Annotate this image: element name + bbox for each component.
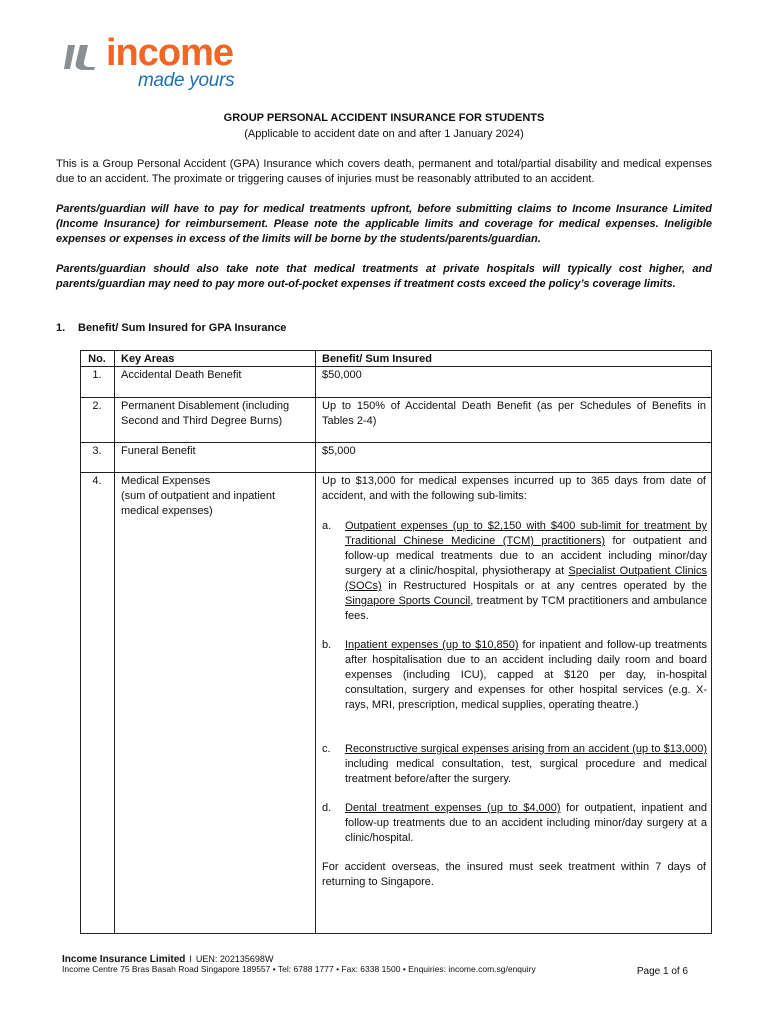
header-benefit: Benefit/ Sum Insured [322, 353, 433, 365]
sublimit-item [322, 519, 707, 624]
sublimit-text: including medical consultation, test, surgical procedure and medical treatment before/after the surgery. [345, 758, 707, 785]
footer-separator: I [189, 954, 192, 964]
row-number: 4. [92, 475, 102, 487]
sublimit-title: Inpatient expenses (up to $10,850) [345, 639, 519, 651]
document-title: GROUP PERSONAL ACCIDENT INSURANCE FOR STUDENTS [223, 112, 545, 124]
sublimit-item [322, 801, 707, 846]
row-number: 2. [92, 400, 102, 412]
upfront-payment-note: Parents/guardian will have to pay for medical treatments upfront, before submitting claims to Income Insurance Limited (Income Insurance) for reimbursement. Please note the applicable limits and coverage for medical expenses. Ineligible expenses or expenses in excess of the limits will be borne by the students/parents/guardian. [56, 203, 712, 245]
row-divider [81, 397, 711, 398]
column-divider [315, 351, 316, 933]
row-divider [81, 472, 711, 473]
key-area-title: Medical Expenses [121, 475, 211, 487]
sublimit-item [322, 742, 707, 787]
row-key-area: Permanent Disablement (including Second and Third Degree Burns) [121, 400, 290, 427]
sublimit-title: Dental treatment expenses (up to $4,000) [345, 802, 561, 814]
overseas-note: For accident overseas, the insured must seek treatment within 7 days of returning to Singapore. [322, 861, 706, 888]
sublimit-title: Reconstructive surgical expenses arising from an accident (up to $13,000) [345, 743, 707, 755]
sublimit-text: for outpatient and follow-up medical treatments due to an accident including minor/day surgery at a clinic/hospital, physiotherapy at [345, 535, 707, 577]
sublimit-letter: a. [322, 520, 332, 532]
sublimit-title: Outpatient expenses (up to $2,150 with $400 sub-limit for treatment by Traditional Chinese Medicine (TCM) practitioners) [345, 520, 707, 547]
sublimit-letter: d. [322, 802, 332, 814]
document-subtitle: (Applicable to accident date on and after 1 January 2024) [244, 128, 524, 140]
footer-company: Income Insurance Limited [62, 954, 186, 965]
row-benefit: $50,000 [322, 369, 362, 381]
page-number: Page 1 of 6 [636, 966, 688, 977]
income-logo [62, 32, 262, 98]
logo-wordmark: income [106, 32, 234, 74]
benefits-table [80, 350, 712, 934]
row-number: 3. [92, 445, 102, 457]
section-number: 1. [56, 322, 66, 334]
row-benefit: $5,000 [322, 445, 356, 457]
footer-address: Income Centre 75 Bras Basah Road Singapore 189557 • Tel: 6788 1777 • Fax: 6338 1500 • Enquiries: income.com.sg/enquiry [62, 964, 536, 974]
header-no: No. [88, 353, 106, 365]
section-title: Benefit/ Sum Insured for GPA Insurance [78, 322, 287, 334]
row-divider [81, 442, 711, 443]
row-key-area: Funeral Benefit [121, 445, 196, 457]
sublimit-letter: b. [322, 639, 332, 651]
section-heading [56, 322, 286, 334]
income-logo-mark-icon [62, 42, 102, 72]
intro-paragraph: This is a Group Personal Accident (GPA) Insurance which covers death, permanent and total/partial disability and medical expenses due to an accident. The proximate or triggering causes of injuries must be reasonably attributed to an accident. [56, 158, 712, 185]
row-key-area: Accidental Death Benefit [121, 369, 242, 381]
row-benefit: Up to 150% of Accidental Death Benefit (as per Schedules of Benefits in Tables 2-4) [322, 400, 706, 427]
row-benefit: Up to $13,000 for medical expenses incurred up to 365 days from date of accident, and with the following sub-limits: [322, 475, 706, 502]
sublimit-letter: c. [322, 743, 331, 755]
sports-council-term: Singapore Sports Council [345, 595, 471, 607]
row-number: 1. [92, 369, 102, 381]
logo-tagline: made yours [138, 70, 235, 91]
socs-term: Specialist Outpatient Clinics (SOCs) [345, 565, 707, 592]
sublimit-text: for outpatient, inpatient and follow-up treatments due to an accident including minor/day surgery at a clinic/hospital. [345, 802, 707, 844]
row-key-area [121, 474, 311, 519]
column-divider [114, 351, 115, 933]
sublimit-item [322, 638, 707, 713]
key-area-note: (sum of outpatient and inpatient medical expenses) [121, 490, 276, 517]
sublimit-text: , treatment by TCM practitioners and ambulance fees. [345, 595, 707, 622]
private-hospital-note: Parents/guardian should also take note that medical treatments at private hospitals will typically cost higher, and parents/guardian may need to pay more out-of-pocket expenses if treatment costs exceed the policy’s coverage limits. [56, 263, 712, 290]
footer-uen: UEN: 202135698W [195, 954, 274, 964]
sublimit-text: for inpatient and follow-up treatments after hospitalisation due to an accident including daily room and board expenses (including ICU), capped at $120 per day, in-hospital consultation, surgery and expenses for other hospital services (e.g. X-rays, MRI, prescription, medical supplies, operating theatre.) [345, 639, 708, 711]
header-key-areas: Key Areas [121, 353, 175, 365]
sublimit-text: in Restructured Hospitals or at any centres operated by the [381, 580, 707, 592]
